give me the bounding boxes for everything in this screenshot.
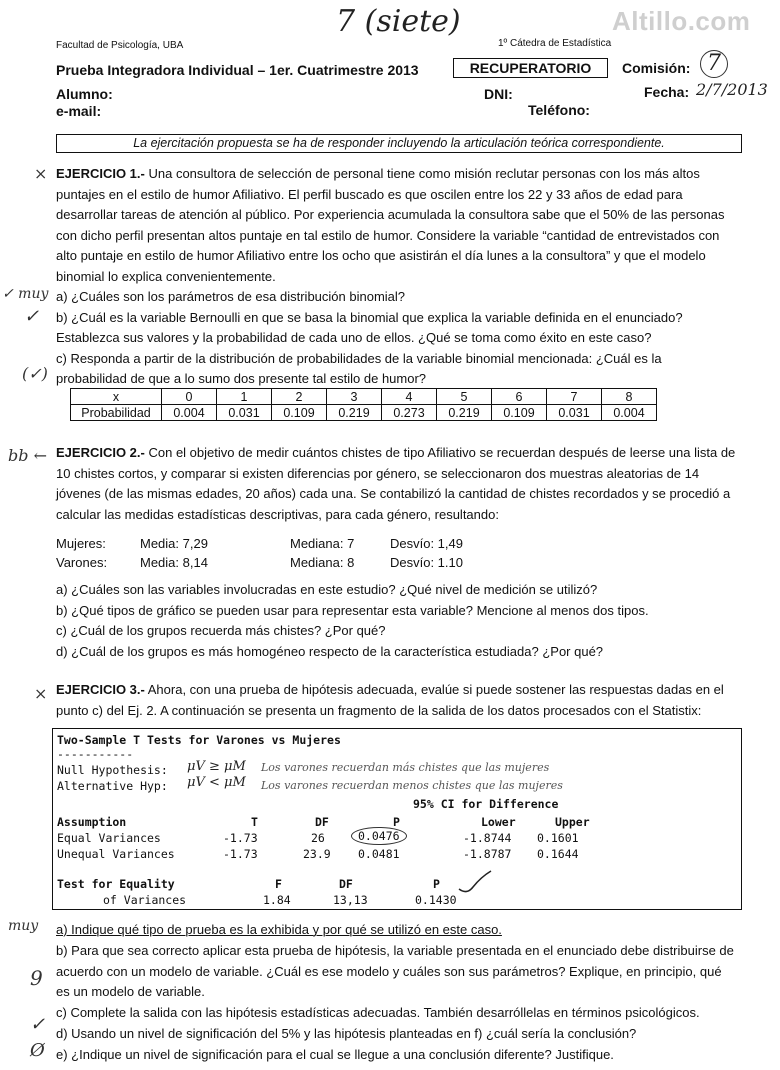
null-hypothesis-label: Null Hypothesis: bbox=[57, 763, 168, 777]
exercise-2 bbox=[56, 443, 736, 525]
watermark: Altillo.com bbox=[612, 6, 751, 36]
exercise-1 bbox=[56, 164, 736, 390]
ex1-question-b: b) ¿Cuál es la variable Bernoulli en que se basa la binomial que explica la variable definida en el enunciado? Establezca sus valores y la probabilidad de cada uno de ellos. ¿Qué se toma como éxito en este caso? bbox=[56, 309, 683, 345]
table-header-probability: Probabilidad bbox=[71, 405, 162, 421]
stats-mediana: Mediana: 7 bbox=[290, 536, 355, 551]
table-cell: 1 bbox=[217, 389, 272, 405]
ex3-question-c: c) Complete la salida con las hipótesis estadísticas adecuadas. También desarróllelas en términos psicológicos. bbox=[56, 1005, 700, 1021]
row-upper: 0.1601 bbox=[537, 831, 579, 845]
ex1-b-mark: ✓ bbox=[24, 306, 40, 327]
row-p: 0.0481 bbox=[358, 847, 400, 861]
ex2-mark: bb ← bbox=[8, 446, 47, 465]
row-t: -1.73 bbox=[223, 847, 258, 861]
row-p-circled: 0.0476 bbox=[351, 827, 407, 845]
row-df: 23.9 bbox=[303, 847, 331, 861]
ex3-question-e: e) ¿Indique un nivel de significación para el cual se llegue a una conclusión diferente? Justifique. bbox=[56, 1046, 614, 1062]
output-title: Two-Sample T Tests for Varones vs Mujeres bbox=[57, 733, 341, 747]
commission-label: Comisión: bbox=[622, 60, 691, 76]
ex3-question-d: d) Usando un nivel de significación del 5% y las hipótesis planteadas en f) ¿cuál sería la conclusión? bbox=[56, 1025, 637, 1041]
equality-f-value: 1.84 bbox=[263, 893, 291, 907]
equality-col-df: DF bbox=[339, 877, 353, 891]
equality-df-value: 13,13 bbox=[333, 893, 368, 907]
table-cell: 0.109 bbox=[492, 405, 547, 421]
ex3-question-a: a) Indique qué tipo de prueba es la exhibida y por qué se utilizó en este caso. bbox=[56, 922, 502, 937]
stats-desvio: Desvío: 1,49 bbox=[390, 536, 463, 551]
table-cell: 0.109 bbox=[272, 405, 327, 421]
table-cell: 2 bbox=[272, 389, 327, 405]
exam-title: Prueba Integradora Individual – 1er. Cuatrimestre 2013 bbox=[56, 62, 419, 78]
null-hypothesis-symbol: μV ≥ μM bbox=[187, 759, 246, 774]
table-cell: 0.031 bbox=[547, 405, 602, 421]
alternative-hypothesis-symbol: μV < μM bbox=[187, 775, 246, 790]
exam-type-box: RECUPERATORIO bbox=[453, 58, 608, 78]
col-t: T bbox=[251, 815, 258, 829]
chair-name: 1º Cátedra de Estadística bbox=[498, 38, 612, 49]
ex1-title: EJERCICIO 1.- bbox=[56, 166, 145, 181]
stats-desvio: Desvío: 1.10 bbox=[390, 555, 463, 570]
ex2-question-b: b) ¿Qué tipos de gráfico se pueden usar para representar esta variable? Mencione al menos dos tipos. bbox=[56, 602, 649, 618]
ci-header: 95% CI for Difference bbox=[413, 797, 559, 811]
table-header-x: x bbox=[71, 389, 162, 405]
table-row-x bbox=[71, 389, 657, 405]
telefono-label: Teléfono: bbox=[528, 102, 590, 118]
stats-group: Mujeres: bbox=[56, 536, 106, 551]
stats-media: Media: 7,29 bbox=[140, 536, 208, 551]
probability-table bbox=[70, 388, 657, 421]
ex3-title: EJERCICIO 3.- bbox=[56, 682, 145, 697]
ex3-statement bbox=[56, 680, 736, 721]
table-cell: 7 bbox=[547, 389, 602, 405]
table-row-probability bbox=[71, 405, 657, 421]
equality-p-value: 0.1430 bbox=[415, 893, 457, 907]
col-df: DF bbox=[315, 815, 329, 829]
ex2-text: Con el objetivo de medir cuántos chistes de tipo Afiliativo se recuerdan después de leerse una lista de 10 chistes cortos, y comparar si existen diferencias por género, se seleccionaron dos muestras aleatorias de 14 jóvenes (de las mismas edades, 20 años) cada una. Se contabilizó la cantidad de chistes recordados y se procedió a calcular las medidas estadísticas descriptivas, para cada género, resultando: bbox=[56, 445, 736, 522]
equality-test-label: Test for Equality bbox=[57, 877, 175, 891]
ex1-x-mark: × bbox=[34, 164, 48, 183]
check-icon bbox=[457, 869, 493, 897]
row-t: -1.73 bbox=[223, 831, 258, 845]
equality-col-f: F bbox=[275, 877, 282, 891]
statistix-output bbox=[52, 728, 742, 910]
ex1-question-a: a) ¿Cuáles son los parámetros de esa distribución binomial? bbox=[56, 289, 406, 304]
ex3-c-mark: ✓ bbox=[30, 1014, 46, 1035]
dni-label: DNI: bbox=[484, 86, 513, 102]
ex2-title: EJERCICIO 2.- bbox=[56, 445, 145, 460]
ex1-c-mark: (✓) bbox=[22, 364, 48, 383]
fecha-label: Fecha: bbox=[644, 84, 690, 100]
stats-group: Varones: bbox=[56, 555, 108, 570]
ex3-b-mark: 9 bbox=[30, 966, 43, 990]
ex3-question-b: b) Para que sea correcto aplicar esta prueba de hipótesis, la variable presentada en el enunciado debe distribuirse de acuerdo con un modelo de variable. ¿Cuál es ese modelo y cuáles son sus parámetros? Explique, en principio, qué es un modelo de variable. bbox=[56, 942, 734, 1000]
exercise-3 bbox=[56, 680, 736, 721]
table-cell: 0.031 bbox=[217, 405, 272, 421]
instruction-box: La ejercitación propuesta se ha de responder incluyendo la articulación teórica correspondiente. bbox=[56, 134, 742, 153]
alternative-hypothesis-label: Alternative Hyp: bbox=[57, 779, 168, 793]
ex3-e-mark: Ø bbox=[30, 1040, 45, 1061]
col-upper: Upper bbox=[555, 815, 590, 829]
table-cell: 8 bbox=[602, 389, 657, 405]
table-cell: 6 bbox=[492, 389, 547, 405]
row-upper: 0.1644 bbox=[537, 847, 579, 861]
ex2-statement bbox=[56, 443, 736, 525]
table-cell: 0 bbox=[162, 389, 217, 405]
col-assumption: Assumption bbox=[57, 815, 127, 829]
email-label: e-mail: bbox=[56, 103, 102, 119]
faculty-name: Facultad de Psicología, UBA bbox=[56, 40, 184, 51]
alumno-label: Alumno: bbox=[56, 86, 113, 102]
equality-col-p: P bbox=[433, 877, 440, 891]
ex2-question-c: c) ¿Cuál de los grupos recuerda más chistes? ¿Por qué? bbox=[56, 623, 386, 638]
table-cell: 0.219 bbox=[437, 405, 492, 421]
table-cell: 4 bbox=[382, 389, 437, 405]
ex2-questions bbox=[56, 580, 736, 662]
ex1-text: Una consultora de selección de personal tiene como misión reclutar personas con los más altos puntajes en el estilo de humor Afiliativo. El perfil buscado es que oscilen entre los 22 y 33 años de edad para desarrollar tareas de atención al público. Por experiencia acumulada la consultora sabe que el 50% de las personas con dicho perfil presentan altos puntaje en tal estilo de humor. Considere la variable “cantidad de entrevistados con alto puntaje en estilo de humor Afiliativo entre los ocho que asistirán el día lunes a la consultora” y que el modelo binomial lo explica convenientemente. bbox=[56, 166, 725, 284]
table-cell: 5 bbox=[437, 389, 492, 405]
alternative-hypothesis-text: Los varones recuerdan menos chistes que las mujeres bbox=[261, 779, 563, 792]
ex3-questions bbox=[56, 920, 736, 1066]
commission-value: 7 bbox=[700, 50, 728, 78]
ex3-text: Ahora, con una prueba de hipótesis adecuada, evalúe si puede sostener las respuestas dadas en el punto c) del Ej. 2. A continuación se presenta un fragmento de la salida de los datos procesados con el Statistix: bbox=[56, 682, 724, 718]
ex3-a-mark: muy bbox=[8, 918, 39, 934]
table-cell: 0.219 bbox=[327, 405, 382, 421]
fecha-value: 2/7/2013 bbox=[696, 80, 768, 99]
table-cell: 3 bbox=[327, 389, 382, 405]
table-cell: 0.004 bbox=[602, 405, 657, 421]
ex1-statement bbox=[56, 164, 736, 287]
output-rule: ----------- bbox=[57, 747, 134, 761]
ex1-a-mark: ✓ muy bbox=[2, 286, 49, 302]
ex3-x-mark: × bbox=[34, 684, 48, 703]
table-cell: 0.004 bbox=[162, 405, 217, 421]
row-lower: -1.8787 bbox=[463, 847, 512, 861]
ex2-stats bbox=[56, 534, 530, 572]
stats-media: Media: 8,14 bbox=[140, 555, 208, 570]
table-cell: 0.273 bbox=[382, 405, 437, 421]
row-assumption: Unequal Variances bbox=[57, 847, 175, 861]
ex2-question-d: d) ¿Cuál de los grupos es más homogéneo respecto de la característica estudiada? ¿Por qué? bbox=[56, 643, 604, 659]
row-lower: -1.8744 bbox=[463, 831, 512, 845]
handwritten-grade: 7 (siete) bbox=[336, 4, 461, 39]
row-assumption: Equal Variances bbox=[57, 831, 161, 845]
col-lower: Lower bbox=[481, 815, 516, 829]
ex2-question-a: a) ¿Cuáles son las variables involucradas en este estudio? ¿Qué nivel de medición se utilizó? bbox=[56, 582, 598, 597]
ex1-question-c: c) Responda a partir de la distribución de probabilidades de la variable binomial mencionada: ¿Cuál es la probabilidad de que a lo sumo dos presente tal estilo de humor? bbox=[56, 350, 662, 386]
col-p: P bbox=[393, 815, 400, 829]
equality-test-label-2: of Variances bbox=[103, 893, 187, 907]
null-hypothesis-text: Los varones recuerdan más chistes que las mujeres bbox=[261, 761, 550, 774]
stats-mediana: Mediana: 8 bbox=[290, 555, 355, 570]
row-df: 26 bbox=[311, 831, 325, 845]
